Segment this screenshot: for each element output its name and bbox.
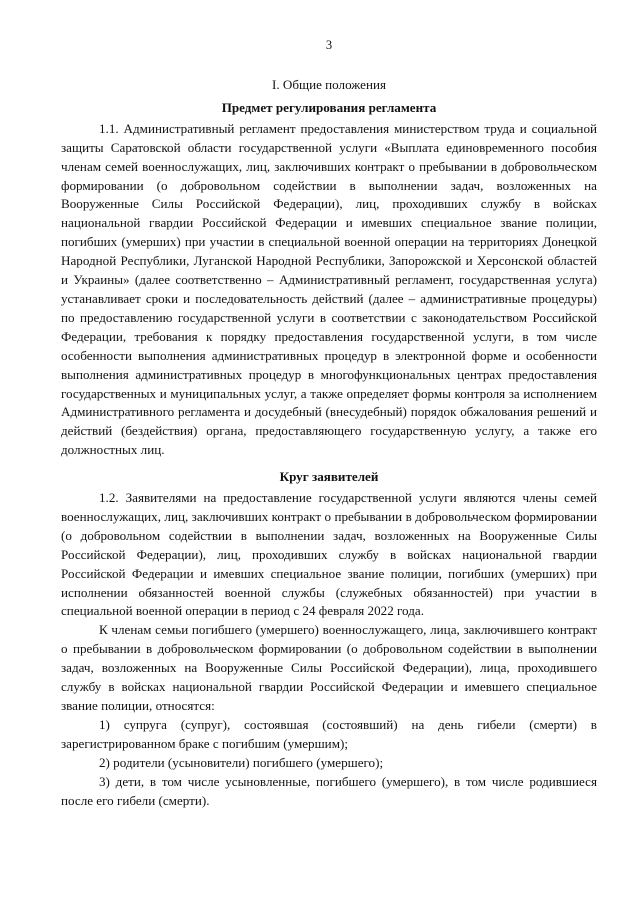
subsection-title-applicants: Круг заявителей — [279, 469, 379, 485]
section-title: I. Общие положения — [271, 77, 387, 92]
paragraph-1-1: 1.1. Административный регламент предоставления министерством труда и социальной защиты Саратовской области государственной услуги «Выплата единовременного пособия членам семей военнослужащих, лиц, заключивших контракт о пребывании в добровольческом формировании (о добровольном содействии в выполнении задач, возложенных на Вооруженные Силы Российской Федерации), лиц, проходивших службу в войсках национальной гвардии Российской Федерации и имевших специальное звание полиции, погибших (умерших) при участии в специальной военной операции на территориях Донецкой Народной Республики, Луганской Народной Республики, Запорожской и Херсонской областей и Украины» (далее соответственно – Административный регламент, государственная услуга) устанавливает сроки и последовательность действий (далее – административные процедуры) по предоставлению государственной услуги в соответствии с законодательством Российской Федерации, требования к порядку предоставления государственной услуги, в том числе особенности выполнения административных процедур в электронной форме и особенности выполнения административных процедур в многофункциональных центрах предоставления государственных и муниципальных услуг, а также определяет формы контроля за исполнением Административного регламента и досудебный (внесудебный) порядок обжалования решений и действий (бездействия) органа, предоставляющего государственную услугу, а также его должностных лиц. — [61, 120, 597, 458]
paragraph-family-members: К членам семьи погибшего (умершего) военнослужащего, лица, заключившего контракт о пребывании в добровольческом формировании (о добровольном содействии в выполнении задач, возложенных на Вооруженные Силы Российской Федерации), лица, проходившего службу в войсках национальной гвардии Российской Федерации и имевшего специальное звание полиции, относятся: — [61, 622, 597, 713]
list-item-children: 3) дети, в том числе усыновленные, погибшего (умершего), в том числе родившиеся после его гибели (смерти). — [61, 773, 597, 808]
page-number: 3 — [325, 38, 333, 52]
subsection-title-subject: Предмет регулирования регламента — [221, 99, 437, 115]
list-item-spouse: 1) супруга (супруг), состоявшая (состоявший) на день гибели (смерти) в зарегистрированном браке с погибшим (умершим); — [61, 716, 597, 751]
document-body — [61, 76, 597, 810]
list-item-parents: 2) родители (усыновители) погибшего (умершего); — [99, 754, 384, 770]
paragraph-1-2: 1.2. Заявителями на предоставление государственной услуги являются члены семей военнослужащих, лиц, заключивших контракт о пребывании в добровольческом формировании (о добровольном содействии в выполнении задач, возложенных на Вооруженные Силы Российской Федерации), лиц, проходивших службу в войсках национальной гвардии Российской Федерации и имевших специальное звание полиции, погибших (умерших) при исполнении обязанностей военной службы (служебных обязанностей) при участии в специальной военной операции в период с 24 февраля 2022 года. — [61, 490, 597, 619]
